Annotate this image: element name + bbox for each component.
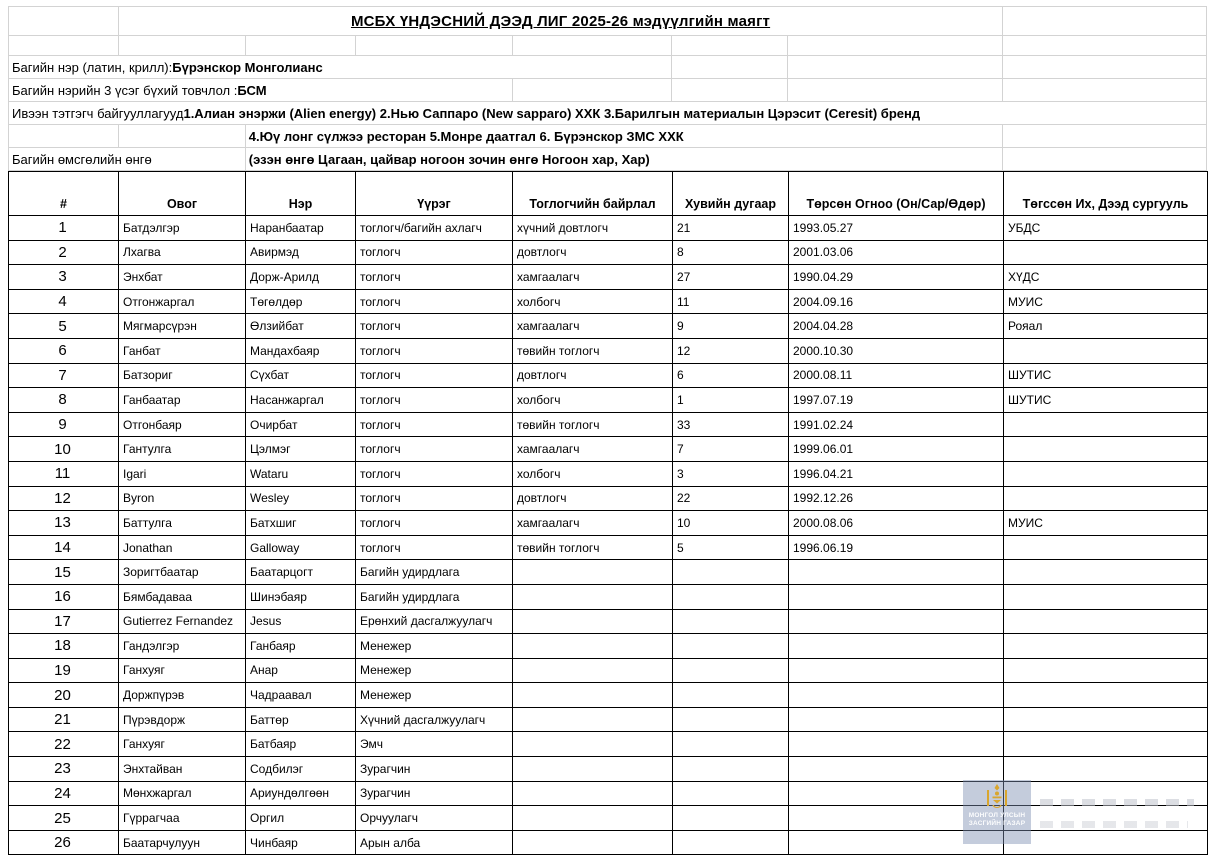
empty-cell	[9, 125, 119, 148]
cell-university: ШУТИС	[1004, 388, 1208, 413]
cell-position: довтлогч	[513, 486, 673, 511]
cell-role: тоглогч	[356, 486, 513, 511]
cell-jersey-number	[673, 609, 789, 634]
cell-birth-date: 1992.12.26	[789, 486, 1004, 511]
cell-role: Менежер	[356, 683, 513, 708]
sponsors-cell-2	[246, 125, 1003, 148]
cell-university: Рояал	[1004, 314, 1208, 339]
cell-number: 26	[9, 830, 119, 855]
cell-first-name: Наранбаатар	[246, 216, 356, 241]
cell-number: 2	[9, 240, 119, 265]
cell-number: 25	[9, 806, 119, 831]
cell-first-name: Батбаяр	[246, 732, 356, 757]
cell-position: холбогч	[513, 289, 673, 314]
cell-number: 19	[9, 658, 119, 683]
cell-first-name: Чадраавал	[246, 683, 356, 708]
cell-number: 12	[9, 486, 119, 511]
cell-birth-date	[789, 757, 1004, 782]
cell-surname: Энхтайван	[119, 757, 246, 782]
title-row	[9, 7, 1207, 36]
cell-surname: Зоригтбаатар	[119, 560, 246, 585]
cell-university	[1004, 486, 1208, 511]
cell-birth-date: 2001.03.06	[789, 240, 1004, 265]
cell-position	[513, 609, 673, 634]
cell-jersey-number: 9	[673, 314, 789, 339]
empty-cell	[513, 36, 673, 56]
cell-jersey-number: 12	[673, 338, 789, 363]
col-header-birth-date: Төрсөн Огноо (Он/Сар/Өдөр)	[789, 172, 1004, 216]
cell-number: 10	[9, 437, 119, 462]
cell-jersey-number: 7	[673, 437, 789, 462]
cell-jersey-number: 33	[673, 412, 789, 437]
header-row	[9, 172, 1208, 216]
cell-position	[513, 830, 673, 855]
cell-first-name: Баатарцогт	[246, 560, 356, 585]
cell-number: 18	[9, 634, 119, 659]
cell-position: хамгаалагч	[513, 314, 673, 339]
cell-first-name: Дорж-Арилд	[246, 265, 356, 290]
cell-first-name: Ганбаяр	[246, 634, 356, 659]
cell-role: тоглогч	[356, 388, 513, 413]
empty-cell	[246, 36, 356, 56]
cell-number: 15	[9, 560, 119, 585]
cell-number: 4	[9, 289, 119, 314]
cell-number: 17	[9, 609, 119, 634]
empty-cell	[788, 56, 1003, 79]
cell-surname: Byron	[119, 486, 246, 511]
col-header-surname: Овог	[119, 172, 246, 216]
col-header-position: Тоглогчийн байрлал	[513, 172, 673, 216]
empty-cell	[9, 36, 119, 56]
table-row	[9, 486, 1208, 511]
cell-surname: Мягмарсүрэн	[119, 314, 246, 339]
page-title: МСБХ ҮНДЭСНИЙ ДЭЭД ЛИГ 2025-26 мэдүүлгийн маягт	[350, 12, 771, 30]
sponsors-cell-1	[9, 102, 1207, 125]
cell-jersey-number	[673, 757, 789, 782]
table-row	[9, 757, 1208, 782]
cell-number: 5	[9, 314, 119, 339]
cell-role: тоглогч	[356, 461, 513, 486]
empty-cell	[1003, 56, 1207, 79]
cell-first-name: Jesus	[246, 609, 356, 634]
sponsors-row-2	[9, 125, 1207, 148]
table-row	[9, 363, 1208, 388]
cell-role: тоглогч	[356, 437, 513, 462]
cell-role: тоглогч/багийн ахлагч	[356, 216, 513, 241]
cell-surname: Ганбаатар	[119, 388, 246, 413]
cell-birth-date: 1996.04.21	[789, 461, 1004, 486]
cell-number: 21	[9, 707, 119, 732]
cell-surname: Пүрэвдорж	[119, 707, 246, 732]
cell-role: Менежер	[356, 658, 513, 683]
cell-jersey-number: 21	[673, 216, 789, 241]
cell-university	[1004, 634, 1208, 659]
empty-cell	[513, 79, 673, 102]
cell-number: 16	[9, 584, 119, 609]
cell-first-name: Шинэбаяр	[246, 584, 356, 609]
table-row	[9, 732, 1208, 757]
cell-first-name: Анар	[246, 658, 356, 683]
cell-position: хамгаалагч	[513, 437, 673, 462]
cell-birth-date	[789, 560, 1004, 585]
table-row	[9, 265, 1208, 290]
watermark-ghost-text	[1040, 821, 1188, 828]
empty-cell	[672, 36, 788, 56]
form-title-cell	[119, 7, 1003, 36]
cell-jersey-number: 5	[673, 535, 789, 560]
cell-surname: Отгонбаяр	[119, 412, 246, 437]
cell-birth-date: 2000.08.11	[789, 363, 1004, 388]
soyombo-icon	[986, 784, 1008, 810]
cell-role: Ерөнхий дасгалжуулагч	[356, 609, 513, 634]
cell-jersey-number: 6	[673, 363, 789, 388]
cell-university	[1004, 560, 1208, 585]
cell-position	[513, 781, 673, 806]
team-abbr-value: БСМ	[237, 82, 267, 98]
table-row	[9, 240, 1208, 265]
cell-jersey-number	[673, 781, 789, 806]
cell-position	[513, 658, 673, 683]
table-row	[9, 511, 1208, 536]
cell-number: 3	[9, 265, 119, 290]
cell-position: довтлогч	[513, 363, 673, 388]
empty-cell	[788, 36, 1003, 56]
cell-university: МУИС	[1004, 289, 1208, 314]
cell-position: холбогч	[513, 461, 673, 486]
cell-jersey-number	[673, 634, 789, 659]
cell-position: довтлогч	[513, 240, 673, 265]
kit-color-row	[9, 148, 1207, 171]
roster-body	[9, 216, 1208, 855]
cell-role: тоглогч	[356, 511, 513, 536]
sponsors-label: Ивээн тэтгэгч байгууллагууд	[12, 105, 184, 121]
cell-position: төвийн тоглогч	[513, 338, 673, 363]
empty-cell	[119, 125, 246, 148]
cell-jersey-number	[673, 830, 789, 855]
cell-surname: Igari	[119, 461, 246, 486]
cell-jersey-number	[673, 806, 789, 831]
team-abbr-label: Багийн нэрийн 3 үсэг бүхий товчлол :	[12, 82, 238, 98]
cell-surname: Батдэлгэр	[119, 216, 246, 241]
cell-birth-date	[789, 707, 1004, 732]
cell-number: 23	[9, 757, 119, 782]
cell-number: 11	[9, 461, 119, 486]
cell-jersey-number: 8	[673, 240, 789, 265]
sponsors-line-1: 1.Алиан энэржи (Alien energy) 2.Нью Саппаро (New sapparo) ХХК 3.Барилгын материалын Цэрэсит (Ceresit) бренд	[183, 105, 921, 121]
cell-surname: Батзориг	[119, 363, 246, 388]
cell-role: Зурагчин	[356, 757, 513, 782]
cell-role: тоглогч	[356, 314, 513, 339]
cell-jersey-number	[673, 584, 789, 609]
cell-first-name: Насанжаргал	[246, 388, 356, 413]
cell-university	[1004, 658, 1208, 683]
cell-surname: Ганбат	[119, 338, 246, 363]
cell-position	[513, 584, 673, 609]
cell-university	[1004, 338, 1208, 363]
watermark-line-1: МОНГОЛ УЛСЫН	[968, 812, 1026, 819]
cell-birth-date	[789, 658, 1004, 683]
empty-cell	[672, 56, 788, 79]
cell-university: МУИС	[1004, 511, 1208, 536]
cell-number: 20	[9, 683, 119, 708]
cell-first-name: Очирбат	[246, 412, 356, 437]
cell-first-name: Содбилэг	[246, 757, 356, 782]
table-row	[9, 289, 1208, 314]
table-row	[9, 412, 1208, 437]
cell-first-name: Оргил	[246, 806, 356, 831]
cell-surname: Gutierrez Fernandez	[119, 609, 246, 634]
cell-jersey-number: 11	[673, 289, 789, 314]
team-name-row	[9, 56, 1207, 79]
cell-position	[513, 707, 673, 732]
col-header-university: Төгссөн Их, Дээд сургууль	[1004, 172, 1208, 216]
watermark-line-2: ЗАСГИЙН ГАЗАР	[968, 820, 1026, 827]
cell-birth-date	[789, 732, 1004, 757]
cell-first-name: Galloway	[246, 535, 356, 560]
cell-first-name: Батхшиг	[246, 511, 356, 536]
cell-birth-date: 1993.05.27	[789, 216, 1004, 241]
cell-first-name: Чинбаяр	[246, 830, 356, 855]
cell-university	[1004, 707, 1208, 732]
cell-role: Багийн удирдлага	[356, 584, 513, 609]
cell-number: 8	[9, 388, 119, 413]
cell-number: 6	[9, 338, 119, 363]
cell-role: тоглогч	[356, 338, 513, 363]
cell-first-name: Сүхбат	[246, 363, 356, 388]
team-name-value: Бүрэнскор Монголианс	[172, 59, 323, 75]
cell-number: 22	[9, 732, 119, 757]
cell-role: тоглогч	[356, 535, 513, 560]
table-row	[9, 658, 1208, 683]
col-header-jersey-number: Хувийн дугаар	[673, 172, 789, 216]
cell-birth-date: 1996.06.19	[789, 535, 1004, 560]
cell-role: Менежер	[356, 634, 513, 659]
kit-color-label: Багийн өмсгөлийн өнгө	[12, 151, 152, 167]
cell-number: 9	[9, 412, 119, 437]
empty-cell	[672, 79, 788, 102]
roster-header	[9, 172, 1208, 216]
cell-university	[1004, 437, 1208, 462]
cell-role: Хүчний дасгалжуулагч	[356, 707, 513, 732]
watermark-ghost-text	[1040, 799, 1194, 806]
sponsors-row-1	[9, 102, 1207, 125]
cell-surname: Ганхуяг	[119, 732, 246, 757]
empty-cell	[1003, 79, 1207, 102]
cell-university	[1004, 609, 1208, 634]
cell-position	[513, 560, 673, 585]
cell-role: тоглогч	[356, 412, 513, 437]
cell-role: Багийн удирдлага	[356, 560, 513, 585]
cell-university: ШУТИС	[1004, 363, 1208, 388]
cell-role: Зурагчин	[356, 781, 513, 806]
team-info-section	[8, 6, 1207, 171]
kit-color-value-cell	[246, 148, 1003, 171]
cell-surname: Бямбадаваа	[119, 584, 246, 609]
cell-jersey-number: 22	[673, 486, 789, 511]
cell-first-name: Мандахбаяр	[246, 338, 356, 363]
empty-cell	[1003, 7, 1207, 36]
cell-role: Эмч	[356, 732, 513, 757]
team-abbr-cell	[9, 79, 513, 102]
cell-first-name: Авирмэд	[246, 240, 356, 265]
kit-color-value: (эзэн өнгө Цагаан, цайвар ногоон зочин өнгө Ногоон хар, Хар)	[248, 151, 650, 167]
cell-birth-date	[789, 609, 1004, 634]
cell-birth-date	[789, 634, 1004, 659]
col-header-role: Үүрэг	[356, 172, 513, 216]
cell-surname: Доржпүрэв	[119, 683, 246, 708]
sponsors-line-2: 4.Юү лонг сүлжээ ресторан 5.Монре даатгал 6. Бүрэнскор ЗМС ХХК	[248, 128, 684, 144]
empty-cell	[1003, 36, 1207, 56]
cell-jersey-number	[673, 732, 789, 757]
cell-number: 7	[9, 363, 119, 388]
cell-university	[1004, 732, 1208, 757]
cell-surname: Jonathan	[119, 535, 246, 560]
cell-position: хамгаалагч	[513, 511, 673, 536]
spreadsheet	[8, 6, 1207, 855]
cell-number: 1	[9, 216, 119, 241]
empty-cell	[1003, 125, 1207, 148]
spacer-row	[9, 36, 1207, 56]
cell-number: 13	[9, 511, 119, 536]
cell-jersey-number	[673, 683, 789, 708]
cell-surname: Гантулга	[119, 437, 246, 462]
cell-university	[1004, 412, 1208, 437]
cell-position	[513, 732, 673, 757]
cell-role: тоглогч	[356, 240, 513, 265]
cell-birth-date: 2004.04.28	[789, 314, 1004, 339]
cell-birth-date	[789, 683, 1004, 708]
cell-position: хүчний довтлогч	[513, 216, 673, 241]
table-row	[9, 314, 1208, 339]
cell-birth-date: 2004.09.16	[789, 289, 1004, 314]
cell-role: Орчуулагч	[356, 806, 513, 831]
cell-jersey-number: 27	[673, 265, 789, 290]
table-row	[9, 437, 1208, 462]
cell-position: хамгаалагч	[513, 265, 673, 290]
table-row	[9, 609, 1208, 634]
cell-first-name: Төгөлдөр	[246, 289, 356, 314]
cell-number: 24	[9, 781, 119, 806]
cell-birth-date: 1990.04.29	[789, 265, 1004, 290]
cell-birth-date: 1991.02.24	[789, 412, 1004, 437]
cell-jersey-number	[673, 707, 789, 732]
table-row	[9, 683, 1208, 708]
table-row	[9, 707, 1208, 732]
cell-birth-date: 2000.10.30	[789, 338, 1004, 363]
cell-surname: Энхбат	[119, 265, 246, 290]
cell-position	[513, 806, 673, 831]
cell-surname: Баатарчулуун	[119, 830, 246, 855]
cell-position	[513, 634, 673, 659]
cell-first-name: Ариундөлгөөн	[246, 781, 356, 806]
cell-first-name: Wataru	[246, 461, 356, 486]
roster-table	[8, 171, 1208, 855]
cell-university: ХҮДС	[1004, 265, 1208, 290]
cell-university	[1004, 683, 1208, 708]
cell-surname: Ганхуяг	[119, 658, 246, 683]
cell-position	[513, 683, 673, 708]
cell-surname: Баттулга	[119, 511, 246, 536]
table-row	[9, 388, 1208, 413]
cell-role: Арын алба	[356, 830, 513, 855]
cell-surname: Отгонжаргал	[119, 289, 246, 314]
cell-first-name: Өлзийбат	[246, 314, 356, 339]
cell-jersey-number: 3	[673, 461, 789, 486]
table-row	[9, 634, 1208, 659]
cell-first-name: Wesley	[246, 486, 356, 511]
cell-birth-date: 1997.07.19	[789, 388, 1004, 413]
team-abbr-row	[9, 79, 1207, 102]
cell-university	[1004, 757, 1208, 782]
government-watermark	[963, 780, 1031, 844]
cell-position	[513, 757, 673, 782]
cell-role: тоглогч	[356, 363, 513, 388]
cell-university	[1004, 240, 1208, 265]
cell-jersey-number	[673, 658, 789, 683]
table-row	[9, 338, 1208, 363]
col-header-first-name: Нэр	[246, 172, 356, 216]
cell-first-name: Цэлмэг	[246, 437, 356, 462]
empty-cell	[119, 36, 246, 56]
cell-jersey-number	[673, 560, 789, 585]
cell-university: УБДС	[1004, 216, 1208, 241]
empty-cell	[1003, 148, 1207, 171]
cell-position: холбогч	[513, 388, 673, 413]
cell-role: тоглогч	[356, 289, 513, 314]
cell-surname: Гандэлгэр	[119, 634, 246, 659]
cell-birth-date: 1999.06.01	[789, 437, 1004, 462]
cell-university	[1004, 461, 1208, 486]
team-name-cell	[9, 56, 672, 79]
cell-jersey-number: 10	[673, 511, 789, 536]
cell-first-name: Баттөр	[246, 707, 356, 732]
table-row	[9, 584, 1208, 609]
cell-number: 14	[9, 535, 119, 560]
cell-university	[1004, 584, 1208, 609]
cell-surname: Мөнхжаргал	[119, 781, 246, 806]
empty-cell	[788, 79, 1003, 102]
empty-cell	[9, 7, 119, 36]
cell-university	[1004, 535, 1208, 560]
table-row	[9, 535, 1208, 560]
empty-cell	[356, 36, 513, 56]
cell-position: төвийн тоглогч	[513, 412, 673, 437]
watermark-text	[969, 812, 1026, 828]
cell-position: төвийн тоглогч	[513, 535, 673, 560]
cell-surname: Лхагва	[119, 240, 246, 265]
table-row	[9, 461, 1208, 486]
cell-university	[1004, 830, 1208, 855]
col-header-number: #	[9, 172, 119, 216]
kit-color-label-cell	[9, 148, 246, 171]
cell-birth-date: 2000.08.06	[789, 511, 1004, 536]
cell-birth-date	[789, 584, 1004, 609]
cell-role: тоглогч	[356, 265, 513, 290]
table-row	[9, 216, 1208, 241]
cell-surname: Гүррагчаа	[119, 806, 246, 831]
team-name-label: Багийн нэр (латин, крилл):	[12, 59, 173, 75]
table-row	[9, 560, 1208, 585]
cell-jersey-number: 1	[673, 388, 789, 413]
